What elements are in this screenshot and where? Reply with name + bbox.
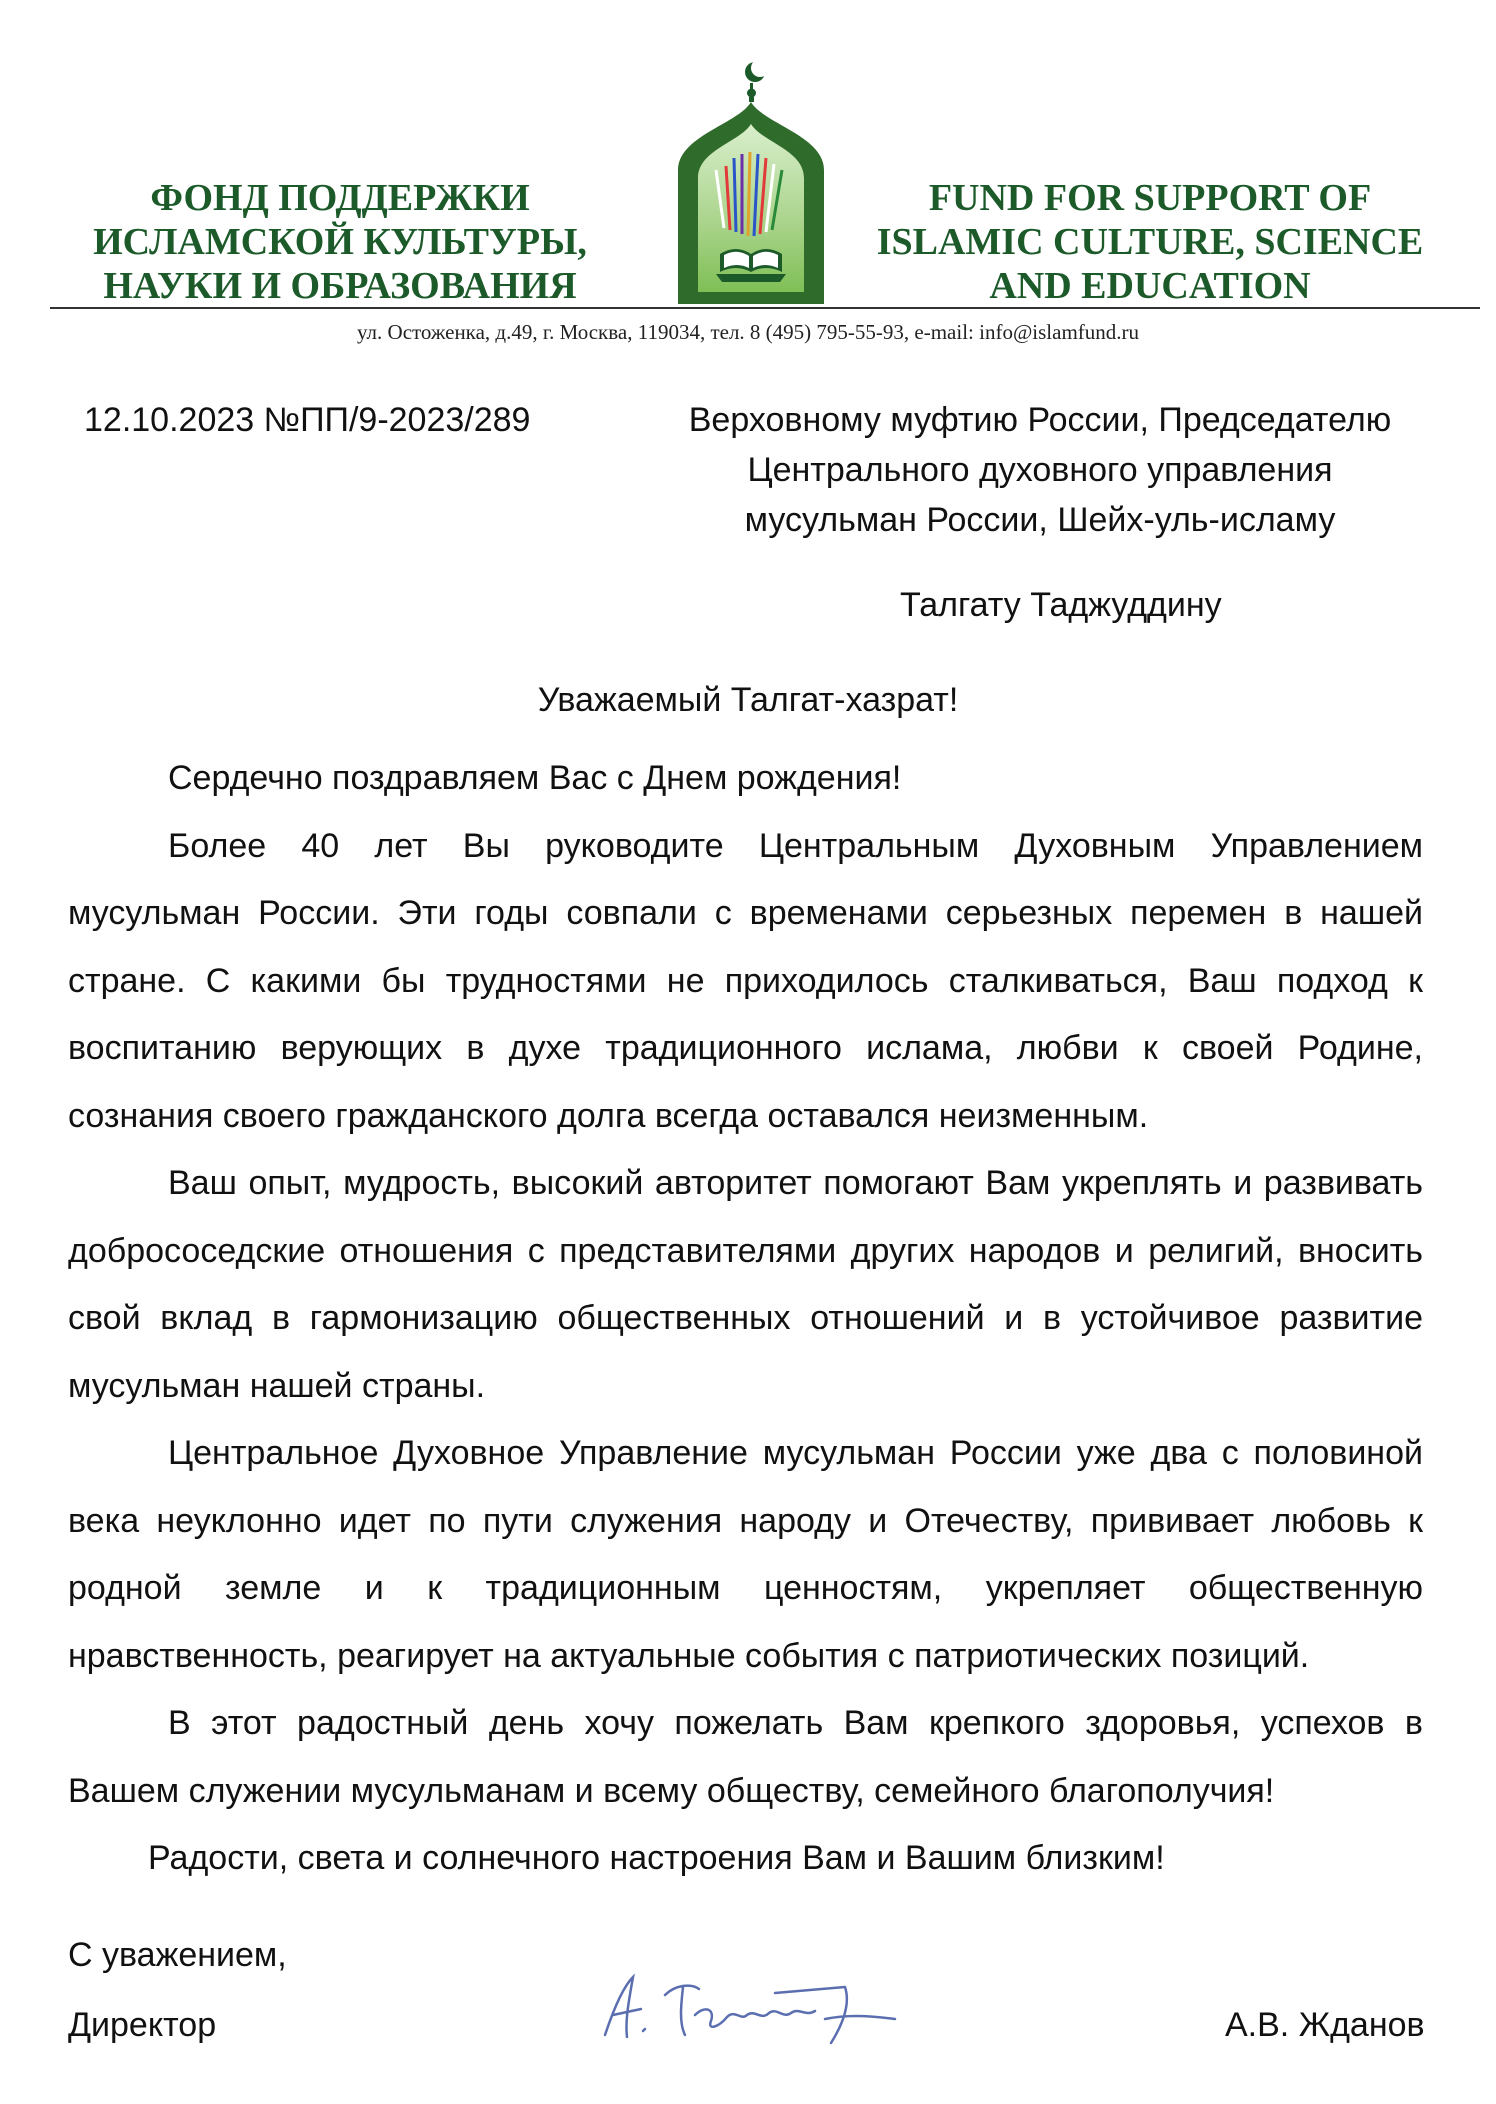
closing-salutation: С уважением, — [68, 1936, 287, 1974]
letterhead-divider — [50, 307, 1480, 309]
addressee-line-1: Верховному муфтию России, Председателю — [688, 401, 1392, 439]
org-name-ru-line-2: ИСЛАМСКОЙ КУЛЬТУРЫ, — [93, 221, 587, 263]
org-name-en-line-2: ISLAMIC CULTURE, SCIENCE — [876, 221, 1424, 263]
signatory-name: А.В. Жданов — [1225, 2006, 1425, 2044]
signatory-position: Директор — [68, 2006, 217, 2044]
fund-logo-icon — [676, 58, 826, 306]
body-paragraph-6: Радости, света и солнечного настроения Вам и Вашим близким! — [148, 1839, 1165, 1877]
org-name-ru-line-1: ФОНД ПОДДЕРЖКИ — [150, 177, 530, 219]
addressee-line-2: Центрального духовного управления — [747, 451, 1333, 489]
body-paragraph-4: Центральное Духовное Управление мусульман России уже два с половиной века неуклонно идет по пути служения народу и Отечеству, прививает любовь к родной земле и к традиционным ценностям, укрепляет общественную нравственность, реагирует на актуальные события с патриотических позиций. — [68, 1434, 1423, 1675]
org-name-ru-line-3: НАУКИ И ОБРАЗОВАНИЯ — [103, 265, 577, 307]
org-name-en-line-1: FUND FOR SUPPORT OF — [928, 177, 1372, 219]
contact-address: ул. Остоженка, д.49, г. Москва, 119034, тел. 8 (495) 795-55-93, e-mail: info@islamfund.ru — [356, 320, 1140, 344]
body-paragraph-5: В этот радостный день хочу пожелать Вам крепкого здоровья, успехов в Вашем служении мусульманам и всему обществу, семейного благополучия! — [68, 1704, 1423, 1810]
reference-number: 12.10.2023 №ПП/9-2023/289 — [84, 401, 531, 439]
body-paragraph-2: Более 40 лет Вы руководите Центральным Духовным Управлением мусульман России. Эти годы совпали с временами серьезных перемен в нашей стране. С какими бы трудностями не приходилось сталкиваться, Ваш подход к воспитанию верующих в духе традиционного ислама, любви к своей Родине, сознания своего гражданского долга всегда оставался неизменным. — [68, 826, 1423, 1135]
letter-body — [68, 745, 1423, 1893]
letterhead — [0, 0, 1496, 360]
addressee-line-3: мусульман России, Шейх-уль-исламу — [744, 501, 1336, 539]
body-paragraph-1: Сердечно поздравляем Вас с Днем рождения! — [168, 759, 902, 797]
addressee-name: Талгату Таджуддину — [900, 586, 1222, 624]
org-name-en-line-3: AND EDUCATION — [989, 265, 1311, 307]
org-name-english — [860, 176, 1440, 308]
org-name-russian — [60, 176, 620, 308]
handwritten-signature — [595, 1965, 915, 2055]
greeting: Уважаемый Талгат-хазрат! — [537, 681, 959, 719]
body-paragraph-3: Ваш опыт, мудрость, высокий авторитет помогают Вам укреплять и развивать добрососедские отношения с представителями других народов и религий, вносить свой вклад в гармонизацию общественных отношений и в устойчивое развитие мусульман нашей страны. — [68, 1164, 1423, 1405]
